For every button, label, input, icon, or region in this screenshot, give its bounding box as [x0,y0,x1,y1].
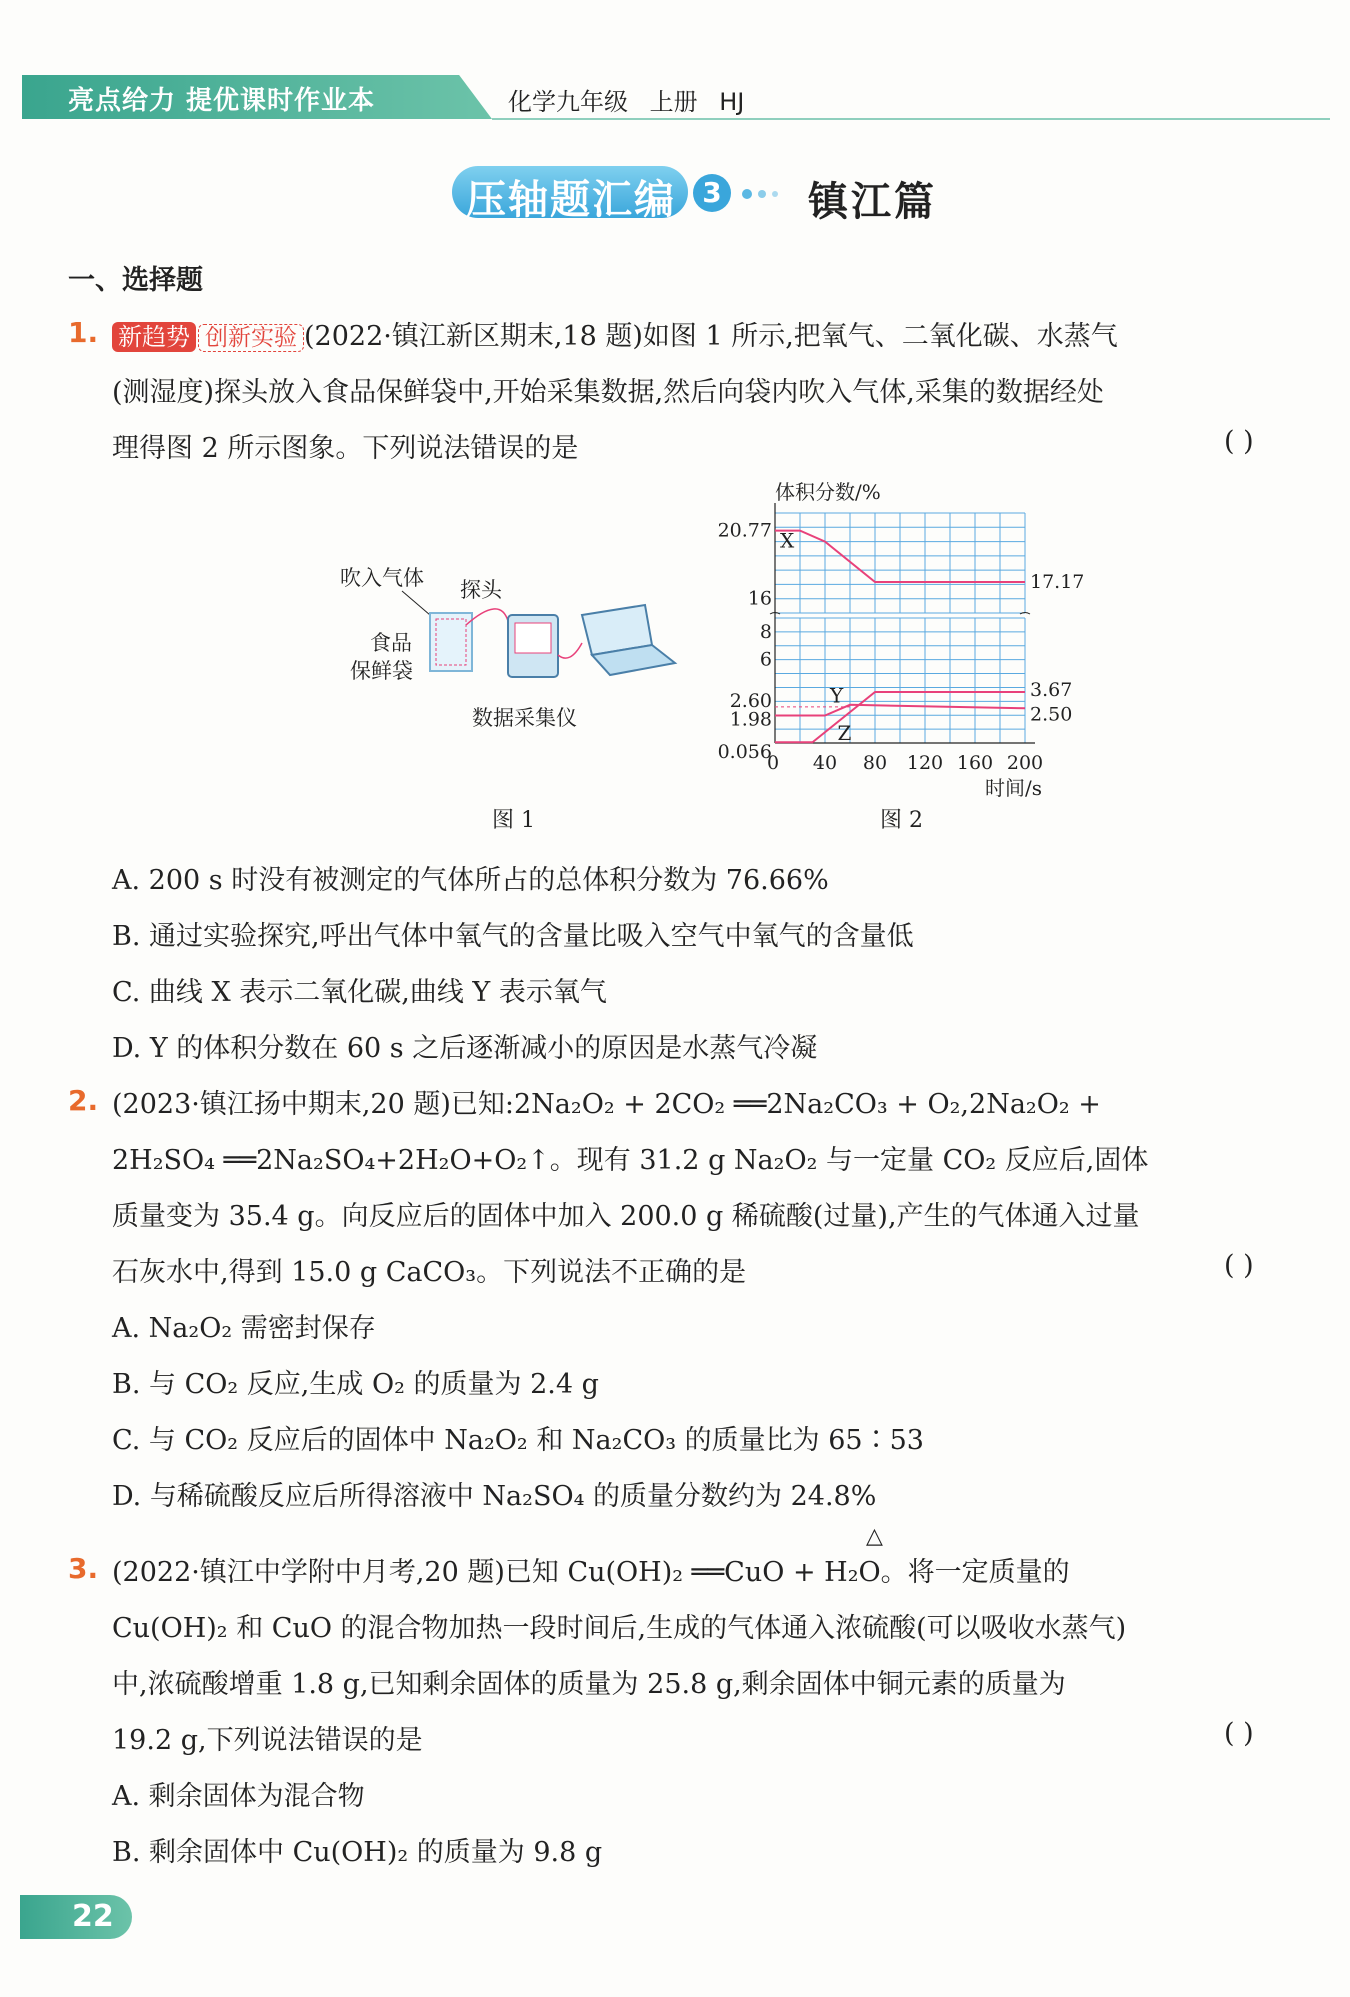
option-b: B. 剩余固体中 Cu(OH)₂ 的质量为 9.8 g [112,1837,603,1868]
option-c: C. 曲线 X 表示二氧化碳,曲线 Y 表示氧气 [112,977,607,1008]
badge-trend: 新趋势 [112,322,196,352]
y-tick-label: 2.60 [729,689,772,712]
series-label: Y [830,683,844,708]
label-bag1: 食品 [370,631,412,655]
label-bag2: 保鲜袋 [350,659,413,683]
right-value-label: 17.17 [1030,571,1085,593]
answer-paren: ( ) [1224,1250,1254,1281]
x-tick-label: 0 [766,752,780,774]
question-line: 19.2 g,下列说法错误的是 [112,1725,423,1756]
x-tick-label: 80 [862,752,888,774]
header-brand: 亮点给力 提优课时作业本 [68,86,376,116]
badge-experiment: 创新实验 [198,324,304,352]
label-probe: 探头 [460,578,502,602]
question-line: (测湿度)探头放入食品保鲜袋中,开始采集数据,然后向袋内吹入气体,采集的数据经处 [112,377,1104,408]
question-number: 3. [68,1552,99,1585]
option-a: A. Na₂O₂ 需密封保存 [112,1313,376,1344]
series-label: X [780,528,795,553]
x-tick-label: 120 [906,752,944,774]
figure-1-apparatus [330,555,700,735]
figure-2-chart [700,478,1120,798]
header-subject: 化学九年级 上册 HJ [508,88,745,116]
y-tick-label: 8 [759,620,772,643]
y-tick-label: 6 [759,648,772,671]
title-dot [742,189,752,199]
label-collector: 数据采集仪 [472,706,577,730]
x-tick-label: 160 [956,752,994,774]
question-line: 2H₂SO₄ ══2Na₂SO₄+2H₂O+O₂↑。现有 31.2 g Na₂O₂ 与一定量 CO₂ 反应后,固体 [112,1145,1149,1176]
title-region: 镇江篇 [808,178,937,225]
title-number: 3 [693,174,731,212]
heat-symbol: △ [866,1524,883,1549]
x-axis-label: 时间/s [985,776,1043,798]
option-c: C. 与 CO₂ 反应后的固体中 Na₂O₂ 和 Na₂CO₃ 的质量比为 65∶53 [112,1425,924,1456]
title-dot [758,190,766,198]
question-line: (2022·镇江中学附中月考,20 题)已知 Cu(OH)₂ ══CuO + H₂O。将一定质量的 [112,1557,1070,1588]
series-label: Z [837,721,852,746]
page-title: 压轴题汇编 [466,176,676,223]
option-d: D. Y 的体积分数在 60 s 之后逐渐减小的原因是水蒸气冷凝 [112,1033,818,1064]
option-a: A. 剩余固体为混合物 [112,1781,365,1812]
y-tick-label: 16 [747,587,772,610]
question-line: 石灰水中,得到 15.0 g CaCO₃。下列说法不正确的是 [112,1257,747,1288]
y-tick-label: 0.056 [717,741,772,764]
option-a: A. 200 s 时没有被测定的气体所占的总体积分数为 76.66% [112,865,829,896]
option-b: B. 与 CO₂ 反应,生成 O₂ 的质量为 2.4 g [112,1369,599,1400]
question-line [112,314,1118,353]
right-value-label: 2.50 [1030,703,1073,726]
header-rule [492,118,1330,120]
label-blow: 吹入气体 [340,566,424,590]
answer-paren: ( ) [1224,426,1254,457]
y-axis-label: 体积分数/% [775,480,881,504]
x-tick-label: 40 [812,752,838,774]
y-tick-label: 1.98 [729,708,772,731]
x-tick-label: 200 [1006,752,1044,774]
question-line: 理得图 2 所示图象。下列说法错误的是 [112,433,579,464]
page-number: 22 [72,1899,114,1934]
question-line: 质量变为 35.4 g。向反应后的固体中加入 200.0 g 稀硫酸(过量),产生的气体通入过量 [112,1201,1140,1232]
question-number: 2. [68,1084,99,1117]
figure-2-caption: 图 2 [880,808,923,833]
option-d: D. 与稀硫酸反应后所得溶液中 Na₂SO₄ 的质量分数约为 24.8% [112,1481,877,1512]
answer-paren: ( ) [1224,1718,1254,1749]
right-value-label: 3.67 [1030,679,1073,702]
question-text: (2022·镇江新区期末,18 题)如图 1 所示,把氧气、二氧化碳、水蒸气 [304,321,1118,352]
title-dot [772,191,778,197]
question-line: (2023·镇江扬中期末,20 题)已知:2Na₂O₂ + 2CO₂ ══2Na₂CO₃ + O₂,2Na₂O₂ + [112,1089,1101,1120]
y-tick-label: 20.77 [717,519,772,542]
option-b: B. 通过实验探究,呼出气体中氧气的含量比吸入空气中氧气的含量低 [112,921,914,952]
figure-1-caption: 图 1 [492,808,535,833]
section-heading: 一、选择题 [68,265,203,296]
question-line: 中,浓硫酸增重 1.8 g,已知剩余固体的质量为 25.8 g,剩余固体中铜元素的质量为 [112,1669,1066,1700]
question-number: 1. [68,316,99,349]
question-line: Cu(OH)₂ 和 CuO 的混合物加热一段时间后,生成的气体通入浓硫酸(可以吸收水蒸气) [112,1613,1127,1644]
